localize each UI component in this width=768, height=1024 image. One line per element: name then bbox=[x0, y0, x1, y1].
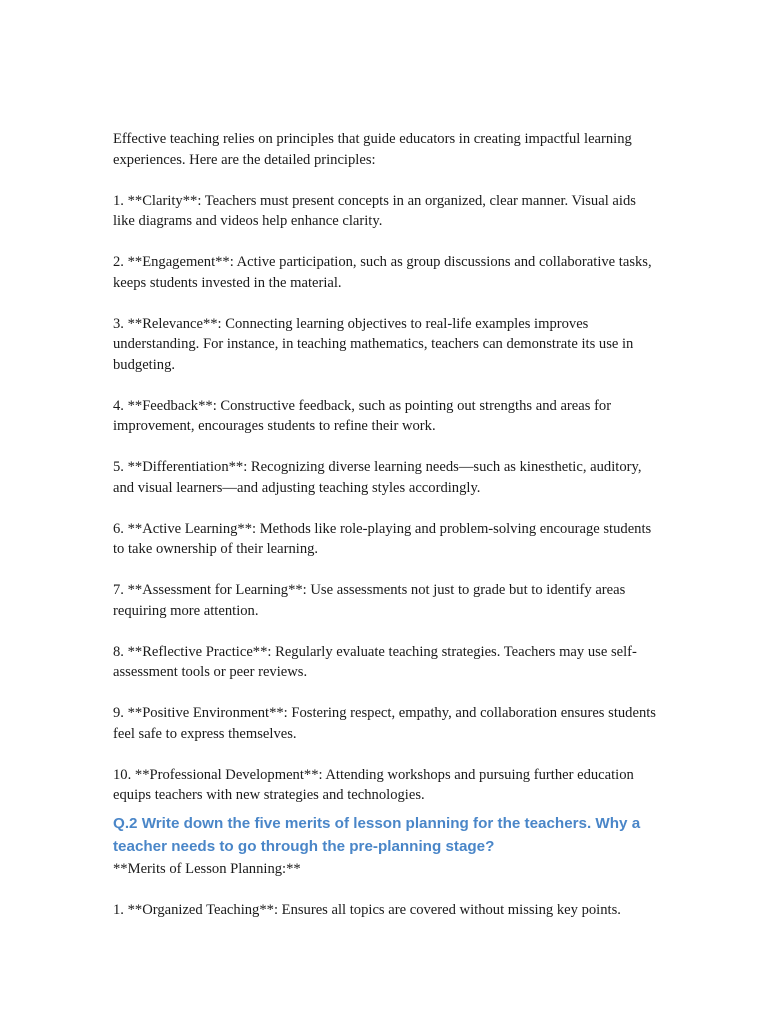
principle-item: 8. **Reflective Practice**: Regularly evaluate teaching strategies. Teachers may use self-assessment tools or peer reviews. bbox=[113, 643, 637, 680]
principle-item: 7. **Assessment for Learning**: Use assessments not just to grade but to identify areas requiring more attention. bbox=[113, 582, 626, 619]
principle-item: 9. **Positive Environment**: Fostering respect, empathy, and collaboration ensures students feel safe to express themselves. bbox=[113, 705, 656, 742]
merit-item: 1. **Organized Teaching**: Ensures all topics are covered without missing key points. bbox=[113, 901, 621, 918]
principle-item: 10. **Professional Development**: Attending workshops and pursuing further education equips teachers with new strategies and technologies. bbox=[113, 766, 634, 803]
principle-item: 3. **Relevance**: Connecting learning objectives to real-life examples improves understanding. For instance, in teaching mathematics, teachers can demonstrate its use in budgeting. bbox=[113, 315, 634, 373]
principle-item: 2. **Engagement**: Active participation, such as group discussions and collaborative tasks, keeps students invested in the material. bbox=[113, 254, 652, 291]
principle-item: 4. **Feedback**: Constructive feedback, such as pointing out strengths and areas for improvement, encourages students to refine their work. bbox=[113, 397, 612, 434]
intro-paragraph: Effective teaching relies on principles that guide educators in creating impactful learning experiences. Here are the detailed principles: bbox=[113, 131, 632, 168]
merits-title: **Merits of Lesson Planning:** bbox=[113, 860, 301, 877]
principle-item: 5. **Differentiation**: Recognizing diverse learning needs—such as kinesthetic, auditory, and visual learners—and adjusting teaching styles accordingly. bbox=[113, 459, 642, 496]
document-body bbox=[113, 129, 658, 941]
principle-item: 6. **Active Learning**: Methods like role-playing and problem-solving encourage students to take ownership of their learning. bbox=[113, 520, 652, 557]
principle-item: 1. **Clarity**: Teachers must present concepts in an organized, clear manner. Visual aids like diagrams and videos help enhance clarity. bbox=[113, 192, 636, 229]
question-heading: Q.2 Write down the five merits of lesson planning for the teachers. Why a teacher needs to go through the pre-planning stage? bbox=[113, 814, 641, 855]
